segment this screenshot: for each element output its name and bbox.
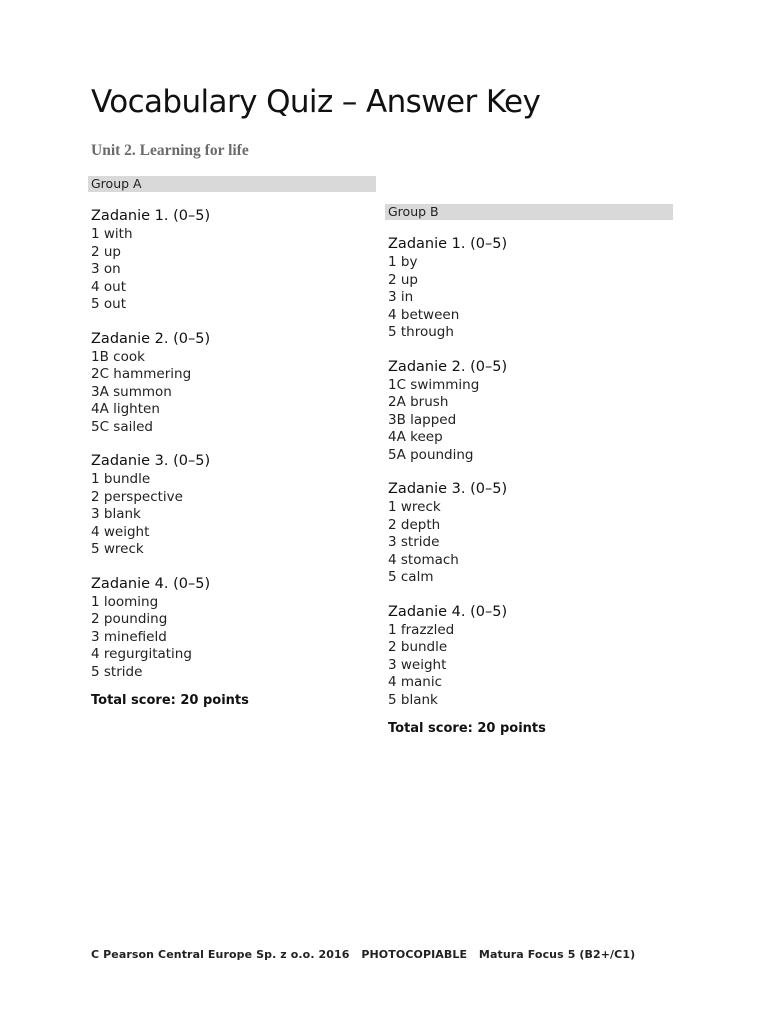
answer-item: 5 blank	[388, 691, 438, 708]
group-a-tasks	[88, 206, 376, 681]
group-b-tasks	[385, 234, 673, 709]
answer-item: 3 blank	[91, 506, 141, 522]
answer-item: 1 looming	[91, 593, 159, 610]
group-b-column	[385, 204, 673, 736]
task-title: Zadanie 3. (0–5)	[388, 481, 508, 497]
answer-item: 2 bundle	[388, 639, 448, 655]
footer-copyright: C Pearson Central Europe Sp. z o.o. 2016 PHOTOCOPIABLE Matura Focus 5 (B2+/C1)	[91, 948, 636, 961]
task-block	[385, 602, 673, 710]
answer-item: 5 calm	[388, 569, 434, 585]
answer-item: 4 stomach	[388, 551, 459, 568]
task-block	[385, 234, 673, 342]
answer-item: 1 by	[388, 254, 418, 270]
answer-item: 2 depth	[388, 516, 441, 533]
task-block	[88, 574, 376, 682]
group-b-total: Total score: 20 points	[388, 721, 546, 736]
answer-item: 3 weight	[388, 656, 447, 673]
answer-item: 3 on	[91, 261, 121, 277]
answer-item: 1 frazzled	[388, 621, 455, 638]
answer-item: 3 in	[388, 289, 414, 305]
answer-item: 1C swimming	[388, 376, 480, 393]
answer-item: 1 with	[91, 226, 133, 242]
answer-item: 3A summon	[91, 383, 172, 400]
answer-item: 4 regurgitating	[91, 646, 192, 662]
answer-item: 4 weight	[91, 523, 150, 540]
answer-item: 1 bundle	[91, 471, 151, 487]
answer-item: 2 pounding	[91, 611, 168, 627]
page-title: Vocabulary Quiz – Answer Key	[91, 84, 541, 120]
answer-item: 3 stride	[388, 534, 440, 550]
task-title: Zadanie 2. (0–5)	[91, 330, 211, 347]
answer-item: 1B cook	[91, 348, 145, 365]
group-a-header: Group A	[88, 176, 376, 192]
answer-list	[88, 226, 376, 314]
group-b-header: Group B	[385, 204, 673, 220]
task-block	[88, 206, 376, 314]
answer-item: 4 between	[388, 306, 460, 323]
answer-item: 4 manic	[388, 674, 443, 690]
answer-item: 1 wreck	[388, 499, 441, 515]
answer-item: 4A lighten	[91, 401, 160, 417]
answer-list	[385, 622, 673, 710]
task-title: Zadanie 2. (0–5)	[388, 358, 508, 375]
answer-item: 5 wreck	[91, 541, 144, 557]
answer-item: 2 up	[388, 271, 419, 288]
task-title: Zadanie 1. (0–5)	[388, 236, 508, 252]
task-block	[88, 451, 376, 559]
task-title: Zadanie 1. (0–5)	[91, 208, 211, 224]
answer-item: 2 perspective	[91, 488, 183, 505]
answer-item: 2A brush	[388, 394, 449, 410]
answer-list	[88, 471, 376, 559]
answer-list	[385, 254, 673, 342]
answer-list	[88, 594, 376, 682]
group-a-column	[88, 176, 376, 708]
answer-list	[385, 499, 673, 587]
answer-item: 3B lapped	[388, 411, 457, 428]
unit-title: Unit 2. Learning for life	[91, 142, 249, 159]
task-block	[385, 479, 673, 587]
task-block	[385, 357, 673, 465]
answer-list	[385, 377, 673, 465]
answer-item: 2 up	[91, 243, 122, 260]
answer-item: 3 minefield	[91, 628, 167, 645]
answer-item: 5C sailed	[91, 418, 153, 435]
task-title: Zadanie 4. (0–5)	[91, 575, 211, 592]
task-title: Zadanie 4. (0–5)	[388, 603, 508, 620]
answer-item: 5 through	[388, 324, 454, 340]
answer-item: 4 out	[91, 278, 126, 295]
task-title: Zadanie 3. (0–5)	[91, 453, 211, 469]
answer-item: 5 out	[91, 296, 126, 312]
answer-item: 5A pounding	[388, 446, 474, 463]
group-a-total: Total score: 20 points	[91, 693, 249, 708]
task-block	[88, 329, 376, 437]
answer-item: 2C hammering	[91, 366, 192, 382]
answer-list	[88, 349, 376, 437]
answer-item: 4A keep	[388, 429, 443, 445]
answer-item: 5 stride	[91, 663, 143, 680]
